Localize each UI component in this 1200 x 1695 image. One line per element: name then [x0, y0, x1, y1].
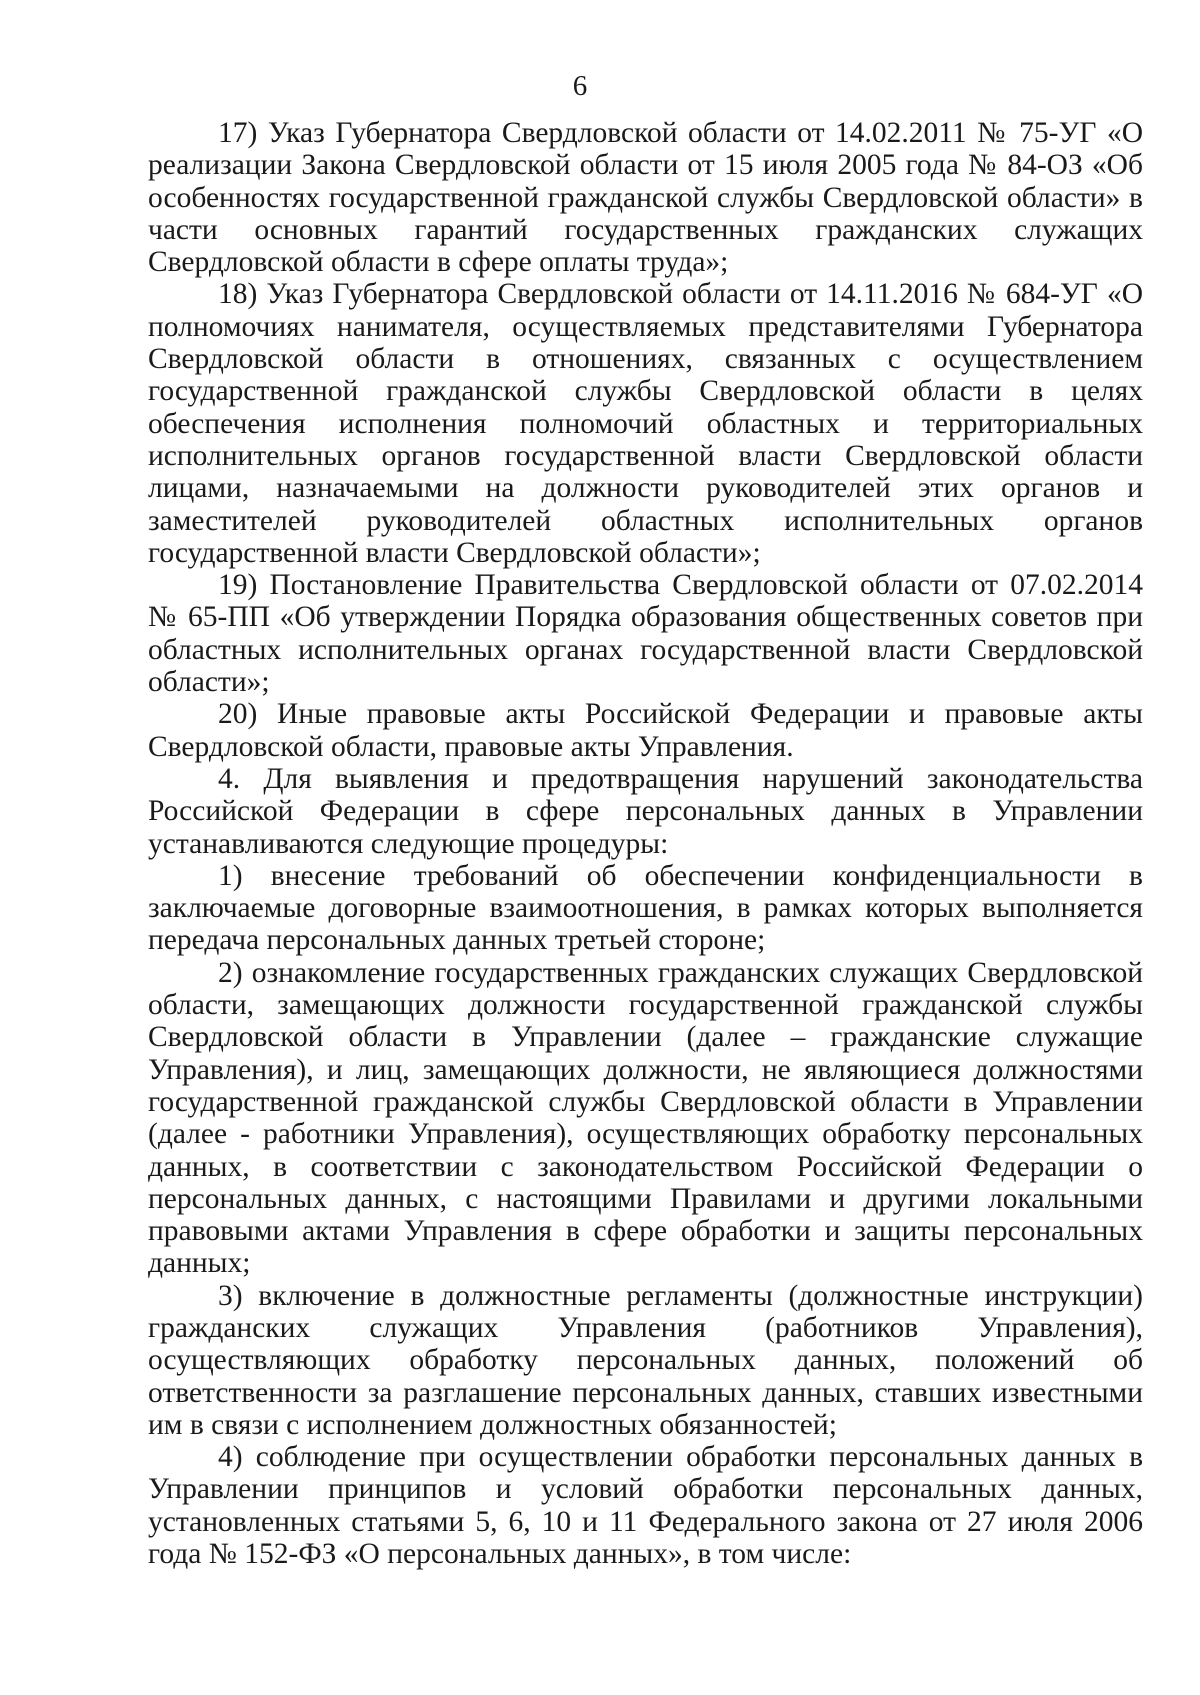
paragraph-item-17: 17) Указ Губернатора Свердловской области от 14.02.2011 № 75-УГ «О реализации Закона Свердловской области от 15 июля 2005 года № 84-ОЗ «Об особенностях государственной гражданской службы Свердловской области» в части основных гарантий государственных гражданских служащих Свердловской области в сфере оплаты труда»; [148, 117, 1143, 279]
paragraph-procedure-3: 3) включение в должностные регламенты (должностные инструкции) гражданских служащих Управления (работников Управления), осуществляющих обработку персональных данных, положений об ответственности за разглашение персональных данных, ставших известными им в связи с исполнением должностных обязанностей; [148, 1279, 1143, 1441]
paragraph-section-4: 4. Для выявления и предотвращения нарушений законодательства Российской Федерации в сфере персональных данных в Управлении устанавливаются следующие процедуры: [148, 762, 1143, 860]
document-body [148, 117, 1143, 1570]
paragraph-procedure-2: 2) ознакомление государственных гражданских служащих Свердловской области, замещающих должности государственной гражданской службы Свердловской области в Управлении (далее – гражданские служащие Управления), и лиц, замещающих должности, не являющиеся должностями государственной гражданской службы Свердловской области в Управлении (далее - работники Управления), осуществляющих обработку персональных данных, в соответствии с законодательством Российской Федерации о персональных данных, с настоящими Правилами и другими локальными правовыми актами Управления в сфере обработки и защиты персональных данных; [148, 956, 1143, 1280]
paragraph-procedure-1: 1) внесение требований об обеспечении конфиденциальности в заключаемые договорные взаимоотношения, в рамках которых выполняется передача персональных данных третьей стороне; [148, 859, 1143, 957]
paragraph-item-18: 18) Указ Губернатора Свердловской области от 14.11.2016 № 684-УГ «О полномочиях нанимателя, осуществляемых представителями Губернатора Свердловской области в отношениях, связанных с осуществлением государственной гражданской службы Свердловской области в целях обеспечения исполнения полномочий областных и территориальных исполнительных органов государственной власти Свердловской области лицами, назначаемыми на должности руководителей этих органов и заместителей руководителей областных исполнительных органов государственной власти Свердловской области»; [148, 278, 1143, 569]
paragraph-item-20: 20) Иные правовые акты Российской Федерации и правовые акты Свердловской области, правовые акты Управления. [148, 698, 1143, 763]
paragraph-item-19: 19) Постановление Правительства Свердловской области от 07.02.2014 № 65-ПП «Об утверждении Порядка образования общественных советов при областных исполнительных органах государственной власти Свердловской области»; [148, 569, 1143, 699]
page-number: 6 [572, 70, 588, 102]
paragraph-procedure-4: 4) соблюдение при осуществлении обработки персональных данных в Управлении принципов и условий обработки персональных данных, установленных статьями 5, 6, 10 и 11 Федерального закона от 27 июля 2006 года № 152-ФЗ «О персональных данных», в том числе: [148, 1441, 1143, 1571]
